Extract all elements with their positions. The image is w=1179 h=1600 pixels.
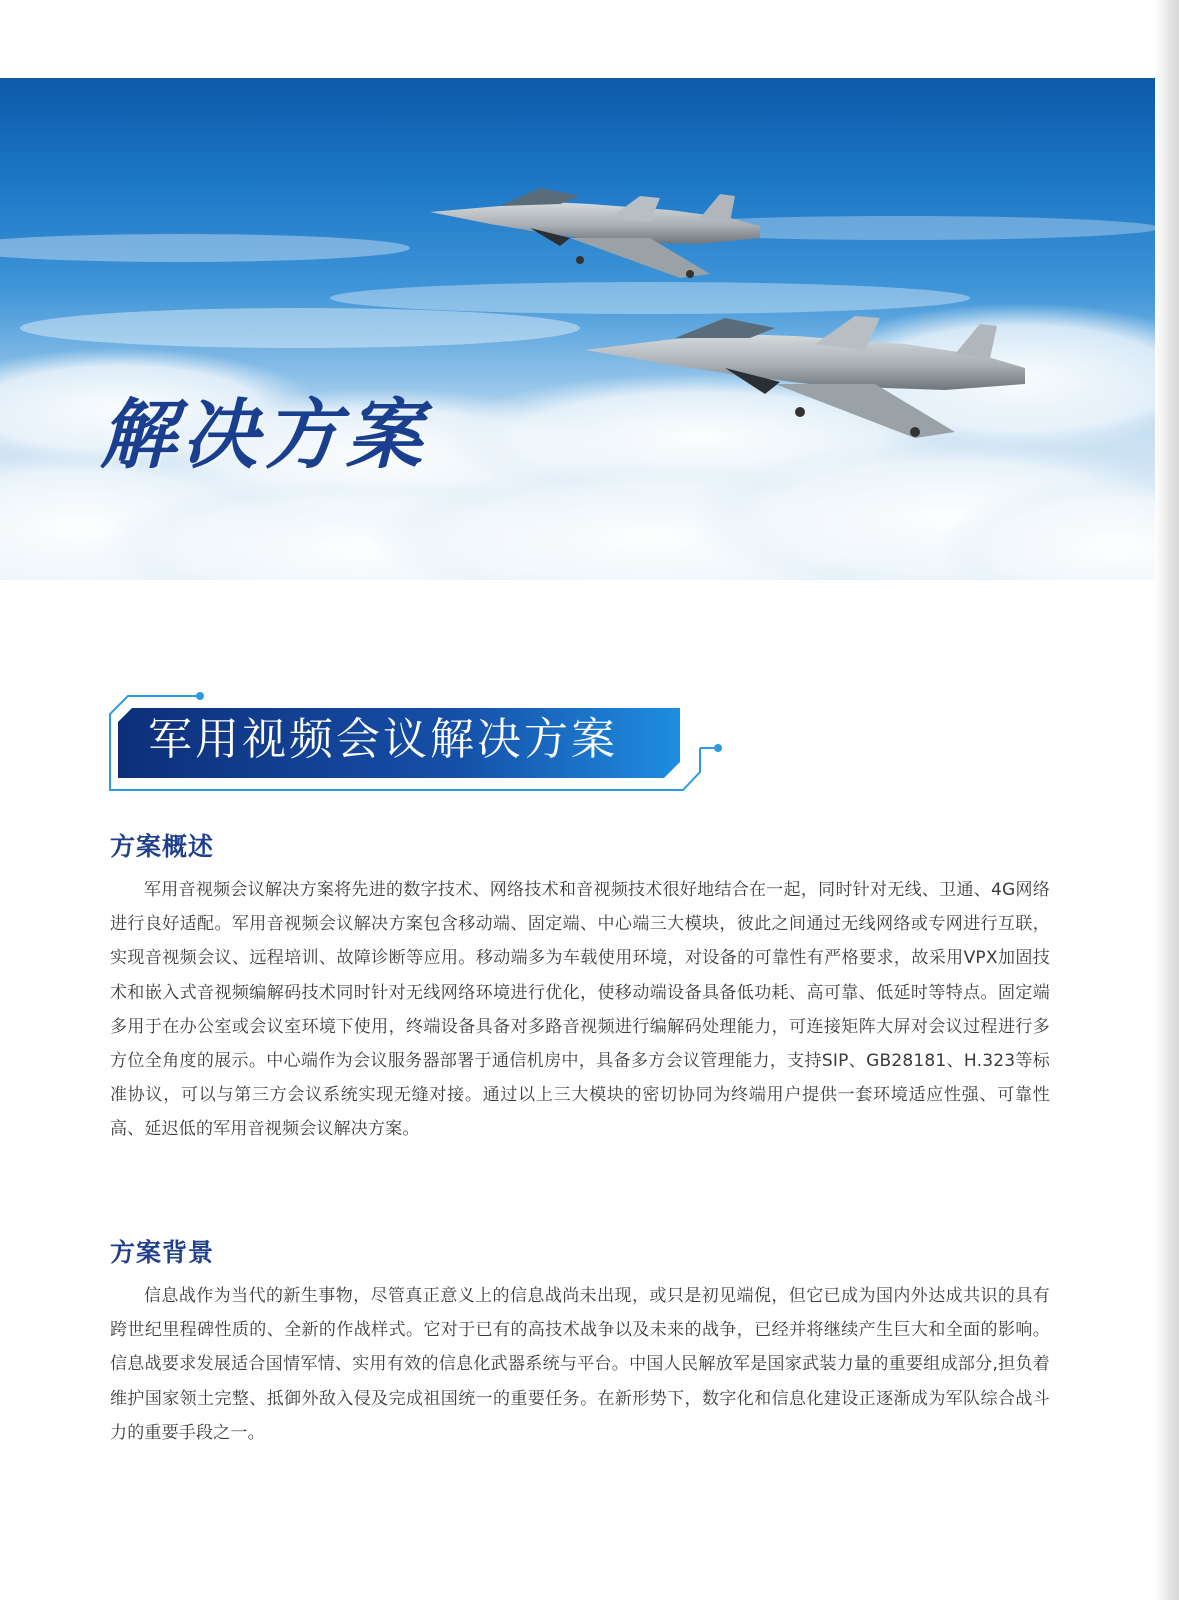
section-body-overview: 军用音视频会议解决方案将先进的数字技术、网络技术和音视频技术很好地结合在一起，同时针对无线、卫通、4G网络进行良好适配。军用音视频会议解决方案包含移动端、固定端、中心端三大模块，彼此之间通过无线网络或专网进行互联，实现音视频会议、远程培训、故障诊断等应用。移动端多为车载使用环境，对设备的可靠性有严格要求，故采用VPX加固技术和嵌入式音视频编解码技术同时针对无线网络环境进行优化，使移动端设备具备低功耗、高可靠、低延时等特点。固定端多用于在办公室或会议室环境下使用，终端设备具备对多路音视频进行编解码处理能力，可连接矩阵大屏对会议过程进行多方位全角度的展示。中心端作为会议服务器部署于通信机房中，具备多方会议管理能力，支持SIP、GB28181、H.323等标准协议，可以与第三方会议系统实现无缝对接。通过以上三大模块的密切协同为终端用户提供一套环境适应性强、可靠性高、延迟低的军用音视频会议解决方案。 [110,880,1050,1140]
hero-title: 解决方案 [100,390,428,479]
sky-clouds-jets-illustration [0,78,1155,580]
section-heading-background: 方案背景 [110,1238,215,1267]
hero-image [0,78,1155,580]
section-heading-overview: 方案概述 [110,832,215,861]
section-overview [110,827,1050,1147]
page-edge-shadow [1155,0,1179,1600]
section-banner [98,690,728,800]
section-body-background: 信息战作为当代的新生事物，尽管真正意义上的信息战尚未出现，或只是初见端倪，但它已成为国内外达成共识的具有跨世纪里程碑性质的、全新的作战样式。它对于已有的高技术战争以及未来的战争，已经并将继续产生巨大和全面的影响。信息战要求发展适合国情军情、实用有效的信息化武器系统与平台。中国人民解放军是国家武装力量的重要组成部分,担负着维护国家领土完整、抵御外敌入侵及完成祖国统一的重要任务。在新形势下，数字化和信息化建设正逐渐成为军队综合战斗力的重要手段之一。 [110,1286,1050,1443]
banner-title: 军用视频会议解决方案 [148,714,618,765]
fighter-jet-1 [430,188,760,278]
section-background [110,1233,1050,1450]
